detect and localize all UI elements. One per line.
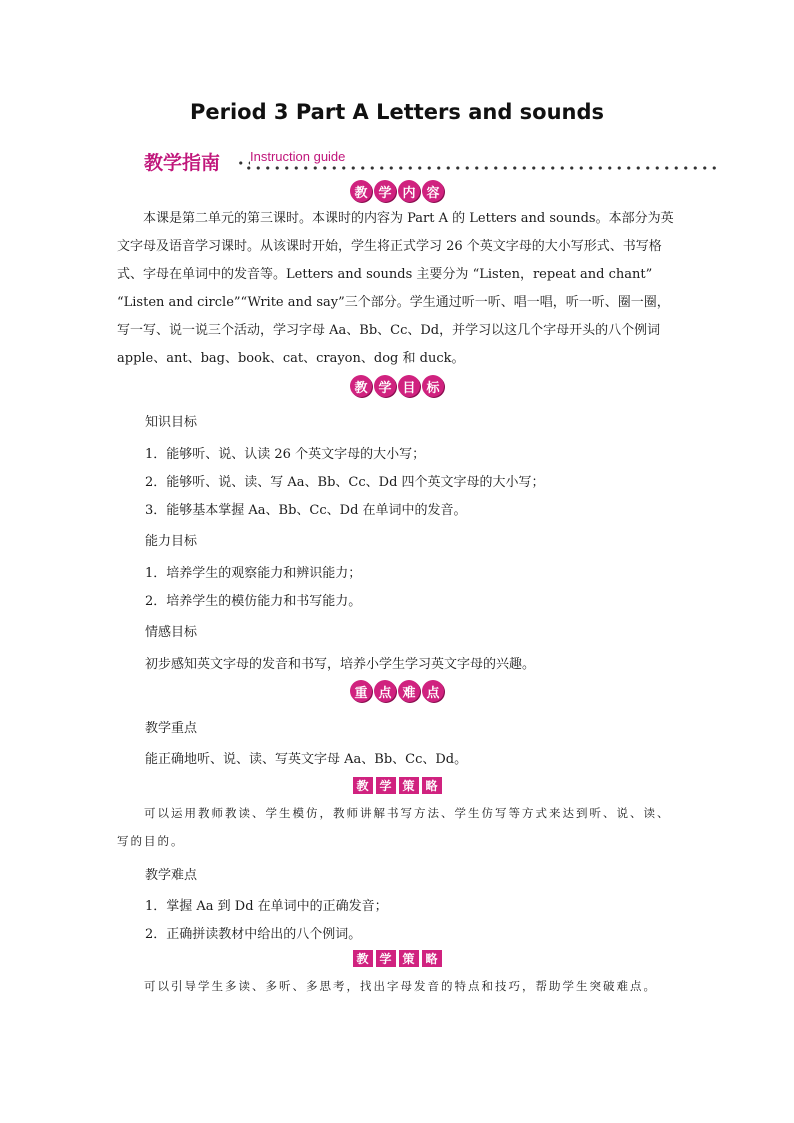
knowledge-goal-3: 3．能够基本掌握 Aa、Bb、Cc、Dd 在单词中的发音。 [145, 503, 467, 518]
guide-title-en: Instruction guide [250, 149, 346, 164]
ability-goals-heading: 能力目标 [145, 534, 198, 549]
guide-title-zh: 教学指南 [144, 152, 221, 174]
key-point-text: 能正确地听、说、读、写英文字母 Aa、Bb、Cc、Dd。 [145, 752, 468, 767]
instruction-guide-header [144, 146, 714, 176]
emotion-goal: 初步感知英文字母的发音和书写，培养小学生学习英文字母的兴趣。 [145, 657, 536, 672]
ability-goal-2: 2．培养学生的模仿能力和书写能力。 [145, 594, 362, 609]
section-badge-key-points: 重 点 难 点 [0, 680, 794, 702]
content-paragraph: 本课是第二单元的第三课时。本课时的内容为 Part A 的 Letters and sounds。本部分为英文字母及语音学习课时。从该课时开始，学生将正式学习 26 个英文字母的大小写形式、书写格式、字母在单词中的发音等。Letters and sounds 主要分为 “Listen，repeat and chant” “Listen and circle”“Write and say”三个部分。学生通过听一听、唱一唱，听一听、圈一圈，写一写、说一说三个活动，学习字母 Aa、Bb、Cc、Dd，并学习以这几个字母开头的八个例词 apple、ant、bag、book、cat、crayon、dog 和 duck。 [117, 211, 674, 366]
strategy-tag-2: 教 学 策 略 [0, 950, 794, 967]
strategy-text-1: 可以运用教师教读、学生模仿，教师讲解书写方法、学生仿写等方式来达到听、说、读、写的目的。 [117, 806, 671, 848]
knowledge-goal-1: 1．能够听、说、认读 26 个英文字母的大小写； [145, 447, 426, 462]
section-badge-content: 教 学 内 容 [0, 180, 794, 202]
ability-goal-1: 1．培养学生的观察能力和辨识能力； [145, 566, 362, 581]
difficult-point-1: 1．掌握 Aa 到 Dd 在单词中的正确发音； [145, 899, 388, 914]
difficult-point-heading: 教学难点 [145, 868, 198, 883]
difficult-point-2: 2．正确拼读教材中给出的八个例词。 [145, 927, 362, 942]
emotion-goals-heading: 情感目标 [145, 625, 198, 640]
page-title: Period 3 Part A Letters and sounds [189, 100, 605, 124]
dotted-rule [244, 165, 720, 171]
key-point-heading: 教学重点 [145, 721, 198, 736]
strategy-tag-1: 教 学 策 略 [0, 777, 794, 794]
knowledge-goal-2: 2．能够听、说、读、写 Aa、Bb、Cc、Dd 四个英文字母的大小写； [145, 475, 545, 490]
knowledge-goals-heading: 知识目标 [145, 415, 198, 430]
section-badge-goals: 教 学 目 标 [0, 375, 794, 397]
strategy-text-2: 可以引导学生多读、多听、多思考，找出字母发音的特点和技巧，帮助学生突破难点。 [144, 979, 657, 993]
